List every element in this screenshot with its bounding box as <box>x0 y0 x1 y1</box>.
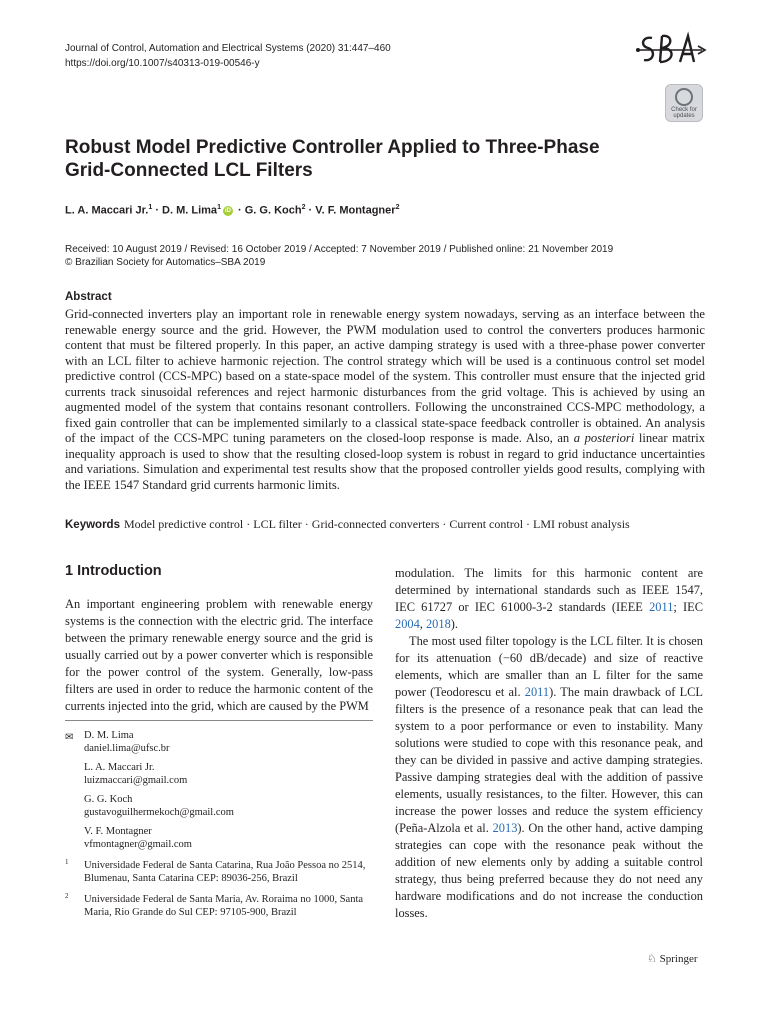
journal-header <box>65 41 391 71</box>
publication-dates <box>65 243 613 269</box>
author-name: G. G. Koch <box>244 204 302 217</box>
citation-link[interactable]: 2004 <box>395 617 420 631</box>
publisher-name: Springer <box>659 953 698 965</box>
contact-name: D. M. Lima <box>84 730 134 741</box>
section-heading: 1 Introduction <box>65 563 162 579</box>
contact-email[interactable]: gustavoguilhermekoch@gmail.com <box>84 807 234 818</box>
author-affiliation-marker: 2 <box>301 204 306 211</box>
citation-link[interactable]: 2011 <box>524 685 550 699</box>
author-name: L. A. Maccari Jr. <box>65 204 149 217</box>
abstract-text: Grid-connected inverters play an important role in renewable energy system nowadays, serving as an interface between the renewable energy source and the grid. However, the PWM modulation used to control the converters produces harmonic content that must be filtered properly. In this paper, an active damping strategy is used with a three-phase power converter with an LCL filter to achieve harmonic rejection. The control strategy which will be used is a continuous control set model predictive control (CCS-MPC) based on a state-space model of the system. This controller must ensure that the injected grid currents track sinusoidal references and reject harmonic disturbances from the grid voltage. This is achieved by using an augmented model of the system that contains resonant controllers. Following the unconstrained CCS-MPC methodology, a fixed gain controller that can be implemented similarly to a classical state-space feedback controller is obtained. An analysis of the impact of the CCS-MPC tuning parameters on the closed-loop response is made. Also, an <box>65 307 705 445</box>
author-contacts <box>65 729 375 919</box>
refresh-icon <box>675 88 693 106</box>
keywords-heading: Keywords <box>65 519 120 531</box>
citation-link[interactable]: 2011 <box>649 600 674 614</box>
paragraph-text: ). On the other hand, active damping strategies can cope with the resonance peak without the addition of new elements only by adding a suitable control strategy, thus being preferred because they do not need any hardware modifications and do not increase the conduction losses. <box>395 821 703 920</box>
paragraph-text: ). The main drawback of LCL filters is the presence of a resonance peak that can lead the system to a poor performance or even to instability. Many solutions were studied to cope with this resonance peak, and they can be divided in passive and active damping strategies. Passive damping strategies deal with the addition of passive elements, usually resistances, to the filter. However, this can increase the power losses and reduce the system efficiency (Peña-Alzola et al. <box>395 685 703 835</box>
abstract-heading: Abstract <box>65 291 112 303</box>
springer-horse-icon: ♘ <box>647 953 657 965</box>
affiliation-text: Universidade Federal de Santa Maria, Av. Roraima no 1000, Santa Maria, Rio Grande do Sul CEP: 97105-900, Brazil <box>84 894 364 918</box>
abstract-italic: a posteriori <box>573 431 635 445</box>
sba-logo-icon <box>632 30 710 72</box>
contact-email[interactable]: vfmontagner@gmail.com <box>84 839 192 850</box>
intro-column-right <box>395 565 703 922</box>
author-affiliation-marker: 1 <box>148 204 153 211</box>
abstract-text-end: linear matrix inequality approach is used to show that the resulting closed-loop system is robust in regard to grid inductance uncertainties and variations. Simulation and experimental test results show that the proposed controller yields good results, complying with the IEEE 1547 Standard grid currents harmonic limits. <box>65 431 705 492</box>
citation-link[interactable]: 2013 <box>492 821 518 835</box>
paragraph-text: The most used filter topology is the LCL filter. It is chosen for its attenuation (−60 dB/decade) and size of reactive elements, which are smaller than an L filter for the same power (Teodorescu et al. <box>395 634 703 699</box>
contact-name: G. G. Koch <box>84 794 133 805</box>
check-for-updates-badge[interactable] <box>665 84 703 122</box>
author-name: D. M. Lima <box>162 204 218 217</box>
author-affiliation-marker: 1 <box>217 204 221 211</box>
abstract-body <box>65 307 705 493</box>
orcid-icon[interactable]: iD <box>224 207 231 214</box>
contact-entry <box>84 793 375 819</box>
affiliation-number: 1 <box>65 858 69 866</box>
dates-line: Received: 10 August 2019 / Revised: 16 October 2019 / Accepted: 7 November 2019 / Published online: 21 November 2019 <box>65 244 614 255</box>
contact-name: V. F. Montagner <box>84 826 152 837</box>
contact-entry <box>84 729 375 755</box>
copyright-line: © Brazilian Society for Automatics–SBA 2019 <box>65 257 266 268</box>
contact-name: L. A. Maccari Jr. <box>84 762 155 773</box>
paper-title: Robust Model Predictive Controller Applied to Three-Phase Grid-Connected LCL Filters <box>65 137 600 181</box>
journal-citation: Journal of Control, Automation and Electrical Systems (2020) 31:447–460 <box>65 43 391 54</box>
contact-email[interactable]: daniel.lima@ufsc.br <box>84 743 170 754</box>
contact-email[interactable]: luizmaccari@gmail.com <box>84 775 188 786</box>
affiliation-footnote <box>65 859 375 885</box>
check-updates-label: Check for updates <box>671 107 697 119</box>
citation-link[interactable]: 2018 <box>425 617 451 631</box>
author-affiliation-marker: 2 <box>395 204 400 211</box>
publisher-footer <box>647 952 698 965</box>
intro-column-left: An important engineering problem with renewable energy systems is the connection with the electric grid. The interface between the primary renewable energy source and the grid is usually carried out by a power converter which is responsible for the power control of the system. Generally, low-pass filters are used in order to reduce the harmonic content of the currents injected into the grid, which are caused by the PWM <box>65 597 373 713</box>
paragraph-text: , <box>419 617 426 631</box>
contact-entry <box>84 825 375 851</box>
keywords <box>65 517 630 532</box>
paragraph-text: ; IEC <box>673 600 704 614</box>
paragraph <box>395 633 703 922</box>
author-list: L. A. Maccari Jr.$^1$ · D. M. Lima$^1$ iD · G. G. Koch$^2$ · V. F. Montagner$^2$ <box>65 204 400 217</box>
author-name: V. F. Montagner <box>315 204 396 217</box>
paragraph <box>395 565 703 633</box>
affiliation-number: 2 <box>65 892 69 900</box>
contact-entry <box>84 761 375 787</box>
footnote-divider <box>65 720 373 721</box>
sba-logo <box>632 30 710 72</box>
envelope-icon: ✉ <box>65 732 74 743</box>
doi-link[interactable]: https://doi.org/10.1007/s40313-019-00546-y <box>65 58 260 69</box>
paragraph-text: ). <box>450 617 458 631</box>
paragraph-text: modulation. The limits for this harmonic content are determined by international standards such as IEEE 1547, IEC 61727 or IEC 61000-3-2 standards (IEEE <box>395 566 703 614</box>
keywords-text: Model predictive control · LCL filter · Grid-connected converters · Current control · LMI robust analysis <box>123 517 630 531</box>
affiliation-text: Universidade Federal de Santa Catarina, Rua João Pessoa no 2514, Blumenau, Santa Catarina CEP: 89036-256, Brazil <box>84 860 366 884</box>
affiliation-footnote <box>65 893 375 919</box>
